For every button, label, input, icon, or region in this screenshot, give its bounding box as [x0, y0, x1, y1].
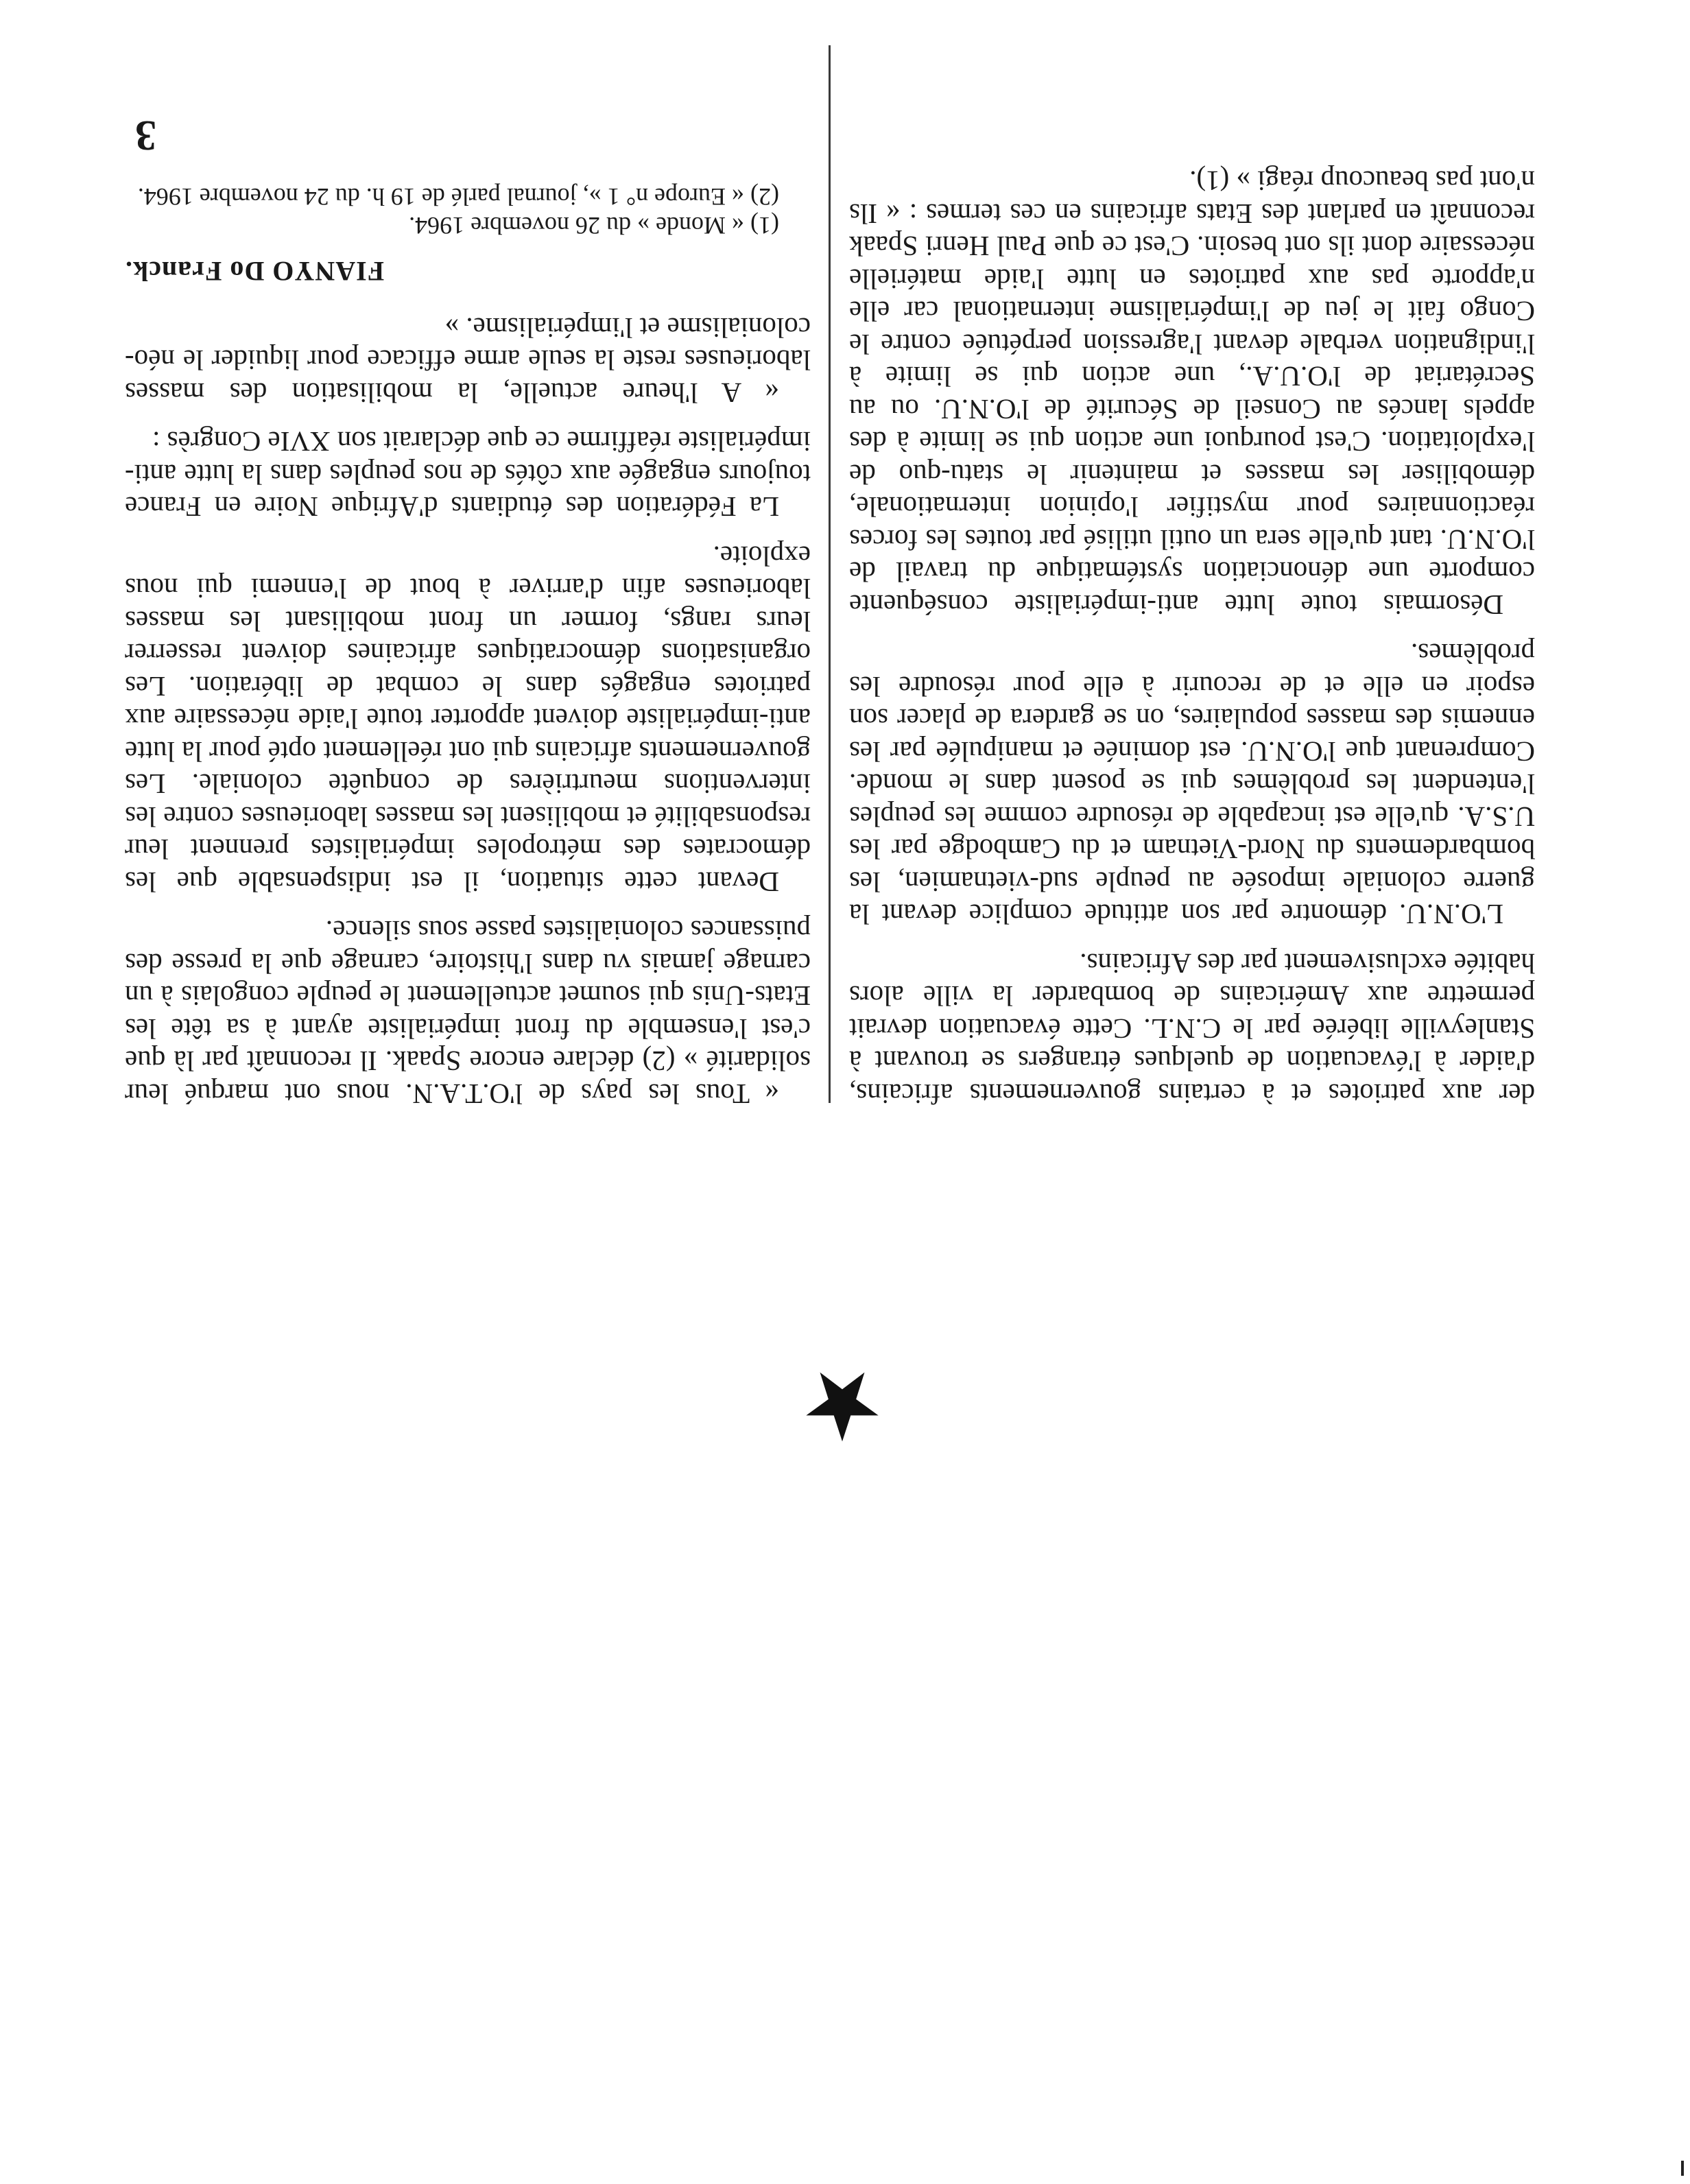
footnote: (1) « Monde » du 26 novembre 1964.: [409, 212, 779, 239]
paragraph: La Fédération des étudiants d'Afrique Noire en France toujours engagée aux côtés de nos peuples dans la lutte anti-impérialiste réaffirme ce que déclarait son XVIe Congrès :: [125, 426, 811, 523]
star-icon: [804, 1368, 881, 1445]
right-column: [125, 182, 811, 1110]
footnote: (2) « Europe n° 1 », journal parlé de 19 h. du 24 novembre 1964.: [137, 183, 779, 211]
column-divider: [829, 45, 831, 1103]
page-number: 3: [135, 112, 156, 158]
quotation: « A l'heure actuelle, la mobilisation des masses laborieuses reste la seule arme efficace pour liquider le néo-colonialisme et l'impérialisme. »: [125, 312, 811, 409]
paragraph: L'O.N.U. démontre par son attitude complice devant la guerre coloniale imposée au peuple sud-vietnamien, les bombardements du Nord-Vietnam et du Cambodge par les U.S.A. qu'elle est incapable de résoudre comme les peuples l'entendent les problèmes qui se posent dans le monde. Comprenant que l'O.N.U. est dominée et manipulée par les ennemis des masses populaires, on se gardera de placer son espoir en elle et de recourir à elle pour résoudre les problèmes.: [849, 638, 1535, 931]
paragraph: der aux patriotes et à certains gouvernements africains, d'aider à l'évacuation de quelques étrangers se trouvant à Stanleyville libérée par le C.N.L. Cette évacuation devrait permettre aux Américains de bombarder la ville alors habitée exclusivement par des Africains.: [849, 948, 1535, 1110]
paragraph: « Tous les pays de l'O.T.A.N. nous ont marqué leur solidarité » (2) déclare encore Spaak. Il reconnaît par là que c'est l'ensemble du front impérialiste ayant à sa tête les Etats-Unis qui soumet actuellement le peuple congolais à un carnage jamais vu dans l'histoire, carnage que la presse des puissances colonialistes passe sous silence.: [125, 915, 811, 1110]
paragraph: Désormais toute lutte anti-impérialiste conséquente comporte une dénonciation systématique du travail de l'O.N.U. tant qu'elle sera un outil utilisé par toutes les forces réactionnaires pour mystifier l'opinion internationale, démobiliser les masses et maintenir le statu-quo de l'exploitation. C'est pourquoi une action qui se limite à des appels lancés au Conseil de Sécurité de l'O.N.U. ou au Secrétariat de l'O.U.A., une action qui se limite à l'indignation verbale devant l'agression perpétuée contre le Congo fait le jeu de l'impérialisme international car elle n'apporte pas aux patriotes en lutte l'aide matérielle nécessaire dont ils ont besoin. C'est ce que Paul Henri Spaak reconnaît en parlant des Etats africains en ces termes : « Ils n'ont pas beaucoup réagi » (1).: [849, 165, 1535, 621]
left-column: [849, 165, 1535, 1110]
author-signature: FIANYO Do Franck.: [125, 256, 385, 287]
footnotes: [125, 182, 811, 240]
paragraph: Devant cette situation, il est indispensable que les démocrates des métropoles impérialistes prennent leur responsabilité et mobilisent les masses laborieuses contre les interventions meurtrières de conquête coloniale. Les gouvernements africains qui ont réellement opté pour la lutte anti-impérialiste doivent apporter toute l'aide nécessaire aux patriotes engagés dans le combat de libération. Les organisations démocratiques africaines doivent resserrer leurs rangs, former un front mobilisant les masses laborieuses afin d'arriver à bout de l'ennemi qui nous exploite.: [125, 541, 811, 898]
scan-mark: [1681, 2161, 1684, 2176]
